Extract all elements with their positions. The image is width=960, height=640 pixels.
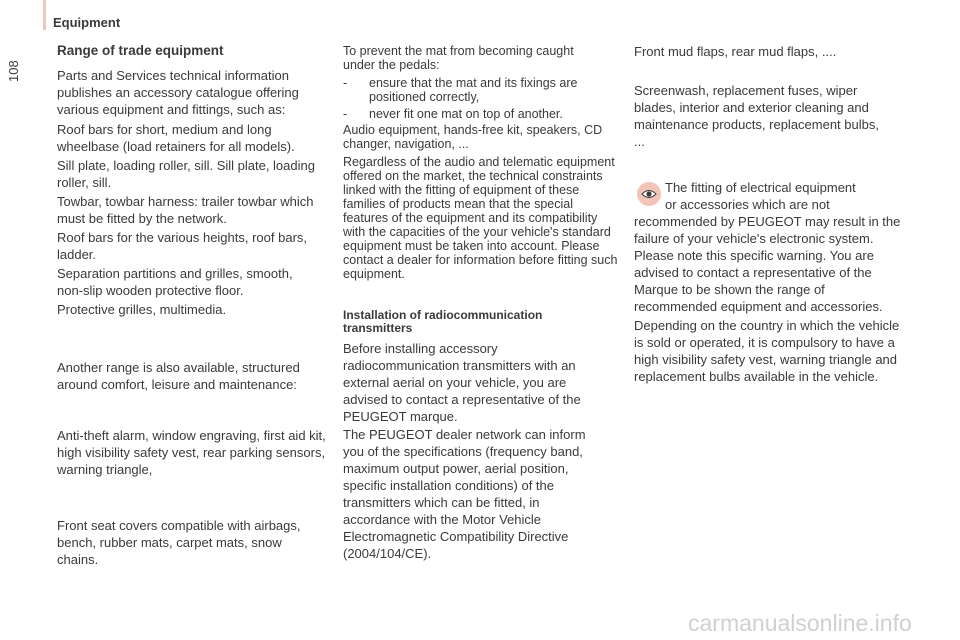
paragraph: Front mud flaps, rear mud flaps, ....	[634, 44, 837, 59]
page-number: 108	[6, 60, 21, 82]
paragraph: Protective grilles, multimedia.	[57, 302, 227, 317]
paragraph: Another range is also available, structured around comfort, leisure and maintenance:	[57, 360, 300, 392]
heading-range-of-trade-equipment: Range of trade equipment	[57, 43, 224, 58]
paragraph: The PEUGEOT dealer network can inform you of the specifications (frequency band, maximum output power, aerial position, specific installation conditions) of the transmitters which can be fitted, in accordance with the Motor Vehicle Electromagnetic Compatibility Directive (2004/104/CE).	[343, 427, 586, 561]
paragraph: Screenwash, replacement fuses, wiper blades, interior and exterior cleaning and maintenance products, replacement bulbs, ...	[634, 83, 879, 149]
paragraph: Towbar, towbar harness: trailer towbar which must be fitted by the network.	[57, 194, 314, 226]
watermark: carmanualsonline.info	[688, 610, 912, 636]
paragraph: Roof bars for short, medium and long wheelbase (load retainers for all models).	[57, 122, 295, 154]
bullet-dash: -	[343, 76, 348, 90]
paragraph: Roof bars for the various heights, roof bars, ladder.	[57, 230, 308, 262]
heading-radiocommunication: Installation of radiocommunication transmitters	[343, 308, 543, 335]
section-title: Equipment	[53, 15, 121, 30]
paragraph: Depending on the country in which the vehicle is sold or operated, it is compulsory to have a high visibility safety vest, warning triangle and replacement bulbs available in the vehicle.	[634, 318, 900, 384]
paragraph: Before installing accessory radiocommunication transmitters with an external aerial on your vehicle, you are advised to contact a representative of the PEUGEOT marque.	[343, 341, 581, 424]
note-text: recommended by PEUGEOT may result in the failure of your vehicle's electronic system. Please note this specific warning. You are advised to contact a representative of the Marque to be shown the range of recommended equipment and accessories.	[634, 214, 901, 314]
note-line: or accessories which are not	[665, 197, 830, 212]
section-marker-bar	[43, 0, 46, 30]
paragraph: Front seat covers compatible with airbags, bench, rubber mats, carpet mats, snow chains.	[57, 518, 301, 567]
paragraph: Regardless of the audio and telematic equipment offered on the market, the technical constraints linked with the fitting of equipment of these families of products mean that the special features of the equipment and its compatibility with the capacities of the your vehicle's standard equipment must be taken into account. Please contact a dealer for information before fitting such equipment.	[343, 155, 618, 281]
paragraph: Separation partitions and grilles, smooth, non-slip wooden protective floor.	[57, 266, 293, 298]
paragraph: To prevent the mat from becoming caught under the pedals:	[343, 44, 574, 72]
list-item	[343, 76, 618, 104]
list-item	[343, 107, 618, 121]
list-item-text: ensure that the mat and its fixings are positioned correctly,	[369, 76, 578, 104]
paragraph: Anti-theft alarm, window engraving, first aid kit, high visibility safety vest, rear parking sensors, warning triangle,	[57, 428, 326, 477]
paragraph: Parts and Services technical information publishes an accessory catalogue offering various equipment and fittings, such as:	[57, 68, 299, 117]
paragraph: Sill plate, loading roller, sill. Sill plate, loading roller, sill.	[57, 158, 315, 190]
paragraph: Audio equipment, hands-free kit, speakers, CD changer, navigation, ...	[343, 123, 603, 151]
eye-icon	[637, 182, 661, 206]
list-item-text: never fit one mat on top of another.	[369, 107, 563, 121]
note-line: The fitting of electrical equipment	[665, 180, 856, 195]
bullet-dash: -	[343, 107, 348, 121]
